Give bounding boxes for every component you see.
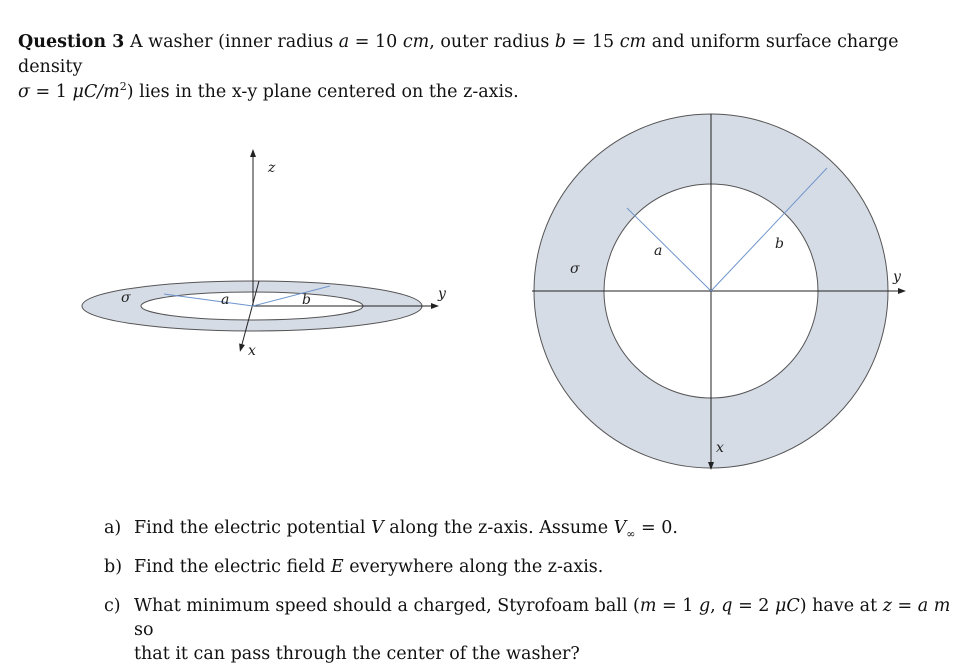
left-a-label: a (221, 292, 230, 308)
left-x-label: x (248, 343, 256, 359)
part-c (104, 594, 964, 666)
infinity-subscript: ∞ (626, 527, 636, 541)
part-c-text-4: = 2 (732, 596, 775, 616)
unit-sigma-exponent: 2 (119, 80, 127, 94)
unit-sigma: μC/m (72, 82, 120, 102)
part-a-text-1: Find the electric potential (134, 518, 372, 538)
right-sigma-label: σ (570, 261, 580, 277)
z-symbol: z (882, 596, 892, 616)
part-c-text-6: = (891, 596, 918, 616)
part-a-mark: a) (104, 518, 122, 538)
part-b-text (134, 555, 964, 579)
part-c-text-3: , (710, 596, 722, 616)
intro-text-2: , outer radius (429, 32, 555, 52)
microcoulomb-unit: μC (775, 596, 800, 616)
potential-symbol: V (371, 518, 384, 538)
intro-text-3: and uniform surface charge density (18, 32, 899, 77)
left-y-label: y (438, 286, 446, 302)
right-b-label: b (775, 236, 784, 252)
part-b-text-1: Find the electric field (134, 557, 331, 577)
am-value: a m (917, 596, 951, 616)
charge-symbol: q (721, 596, 733, 616)
part-b (104, 555, 964, 579)
question-parts (104, 516, 964, 666)
left-b-label: b (302, 292, 311, 308)
part-c-text-5: ) have at (799, 596, 883, 616)
gram-unit: g (698, 596, 711, 616)
eq-text-2: = 15 (566, 32, 620, 52)
unit-cm-2: cm (619, 32, 647, 52)
field-symbol: E (330, 557, 344, 577)
part-a-text (134, 516, 964, 540)
right-x-label: x (716, 440, 724, 456)
mass-symbol: m (639, 596, 657, 616)
part-c-text-1: What minimum speed should a charged, Styrofoam ball ( (134, 596, 640, 616)
sigma-symbol: σ (18, 82, 30, 102)
part-c-line-2: that it can pass through the center of the washer? (134, 644, 580, 664)
v-infinity-symbol: V (613, 518, 627, 538)
part-a (104, 516, 964, 540)
left-sigma-label: σ (121, 290, 131, 306)
part-b-mark: b) (104, 557, 123, 577)
left-z-label: z (268, 160, 276, 176)
part-a-text-2: along the z-axis. Assume (383, 518, 614, 538)
part-c-mark: c) (104, 596, 121, 616)
part-c-text-7: so (134, 620, 154, 640)
unit-cm-1: cm (402, 32, 430, 52)
part-a-text-3: = 0. (635, 518, 678, 538)
right-y-label: y (893, 269, 901, 285)
eq-text-1: = 10 (349, 32, 403, 52)
left-perspective-figure (82, 153, 447, 359)
b-symbol: b (554, 32, 567, 52)
part-c-text-2: = 1 (656, 596, 699, 616)
a-symbol: a (338, 32, 350, 52)
intro-text-4: ) lies in the x-y plane centered on the z-axis. (126, 82, 519, 102)
part-c-text (134, 594, 964, 666)
eq-text-3: = 1 (29, 82, 73, 102)
right-top-view-figure (532, 114, 902, 468)
question-label: Question 3 (18, 32, 125, 52)
part-b-text-2: everywhere along the z-axis. (343, 557, 604, 577)
right-a-label: a (654, 243, 663, 259)
intro-text-1: A washer (inner radius (129, 32, 339, 52)
